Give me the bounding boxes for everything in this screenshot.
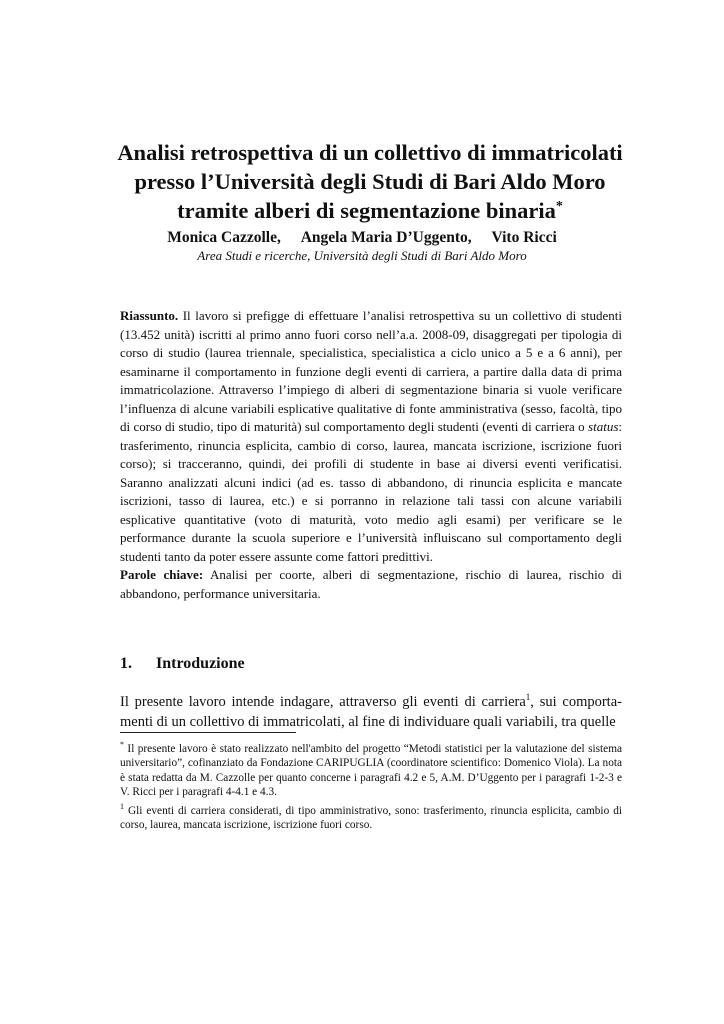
affiliation: Area Studi e ricerche, Università degli Studi di Bari Aldo Moro <box>197 248 527 263</box>
title-line-1: Analisi retrospettiva di un collettivo di immatricolati <box>117 140 623 165</box>
intro-text-2: , sui comportamenti di un collettivo di immatricolati, al fine di individuare quali variabili, tra quelle <box>120 693 622 730</box>
section-heading <box>120 655 245 673</box>
title-footnote-marker: * <box>555 199 563 214</box>
paper-title <box>100 138 640 225</box>
abstract-text-1: Il lavoro si prefigge di effettuare l’analisi retrospettiva su un collettivo di studenti (13.452 unità) iscritti al primo anno fuori corso nell’a.a. 2008-09, disaggregati per tipologia di corso di studio (laurea triennale, specialistica, specialistica a ciclo unico a 5 e a 6 anni), per esaminarne il comportamento in funzione degli eventi di carriera, a partire dalla data di prima immatricolazione. Attraverso l’impiego di alberi di segmentazione binaria si vuole verificare l’influenza di alcune variabili esplicative qualitative di fonte amministrativa (sesso, facoltà, tipo di corso di studio, tipo di maturità) sul comportamento degli studenti (eventi di carriera o <box>120 308 622 434</box>
title-line-3-text: tramite alberi di segmentazione binaria <box>177 198 556 223</box>
section-number: 1. <box>120 655 132 672</box>
section-title: Introduzione <box>156 655 245 672</box>
footnote-rule <box>120 732 296 733</box>
footnote-1-text: Il presente lavoro è stato realizzato nell'ambito del progetto “Metodi statistici per la valutazione del sistema universitario”, cofinanziato da Fondazione CARIPUGLIA (coordinatore scientifico: Domenico Viola). La nota è stata redatta da M. Cazzolle per quanto concerne i paragrafi 4.2 e 5, A.M. D’Uggento per i paragrafi 1-2-3 e V. Ricci per i paragrafi 4-4.1 e 4.3. <box>120 742 622 799</box>
abstract-label: Riassunto. <box>120 308 179 323</box>
intro-paragraph <box>120 687 622 732</box>
footnote-2 <box>120 800 622 833</box>
abstract-text-2: : trasferimento, rinuncia esplicita, cambio di corso, laurea, mancata iscrizione, iscrizione fuori corso); si tracceranno, quindi, dei profili di studente in base ai diversi eventi verificatisi. Saranno analizzati alcuni indici (ad es. tasso di abbandono, di rinuncia esplicita e mancate iscrizioni, tasso di laurea, etc.) e si porranno in relazione tali tassi con alcune variabili esplicative quantitative (voto di maturità, voto medio agli esami) per verificare se le performance durante la scuola superiore e l’università influiscano sul comportamento degli studenti tanto da poter essere assunte come fattori predittivi. <box>120 419 622 564</box>
author-2: Angela Maria D’Uggento, <box>300 229 472 246</box>
author-1: Monica Cazzolle, <box>167 229 281 246</box>
abstract-italic-term: status <box>588 419 619 434</box>
footnote-2-text: Gli eventi di carriera considerati, di tipo amministrativo, sono: trasferimento, rinuncia esplicita, cambio di corso, laurea, mancata iscrizione, iscrizione fuori corso. <box>120 804 622 832</box>
title-line-2: presso l’Università degli Studi di Bari Aldo Moro <box>134 169 606 194</box>
author-3: Vito Ricci <box>491 229 557 246</box>
footnote-1-marker: * <box>120 740 124 749</box>
footnote-2-marker: 1 <box>120 801 124 811</box>
keywords <box>120 566 622 603</box>
keywords-text: Analisi per coorte, alberi di segmentazione, rischio di laurea, rischio di abbandono, performance universitaria. <box>120 567 622 601</box>
footnote-1 <box>120 738 622 800</box>
intro-text-1: Il presente lavoro intende indagare, attraverso gli eventi di carriera <box>120 693 526 710</box>
abstract <box>120 307 622 566</box>
keywords-label: Parole chiave: <box>120 567 204 582</box>
title-line-3 <box>100 196 640 225</box>
footnotes <box>120 738 622 833</box>
author-list <box>120 229 604 247</box>
intro-footnote-marker: 1 <box>525 692 531 702</box>
